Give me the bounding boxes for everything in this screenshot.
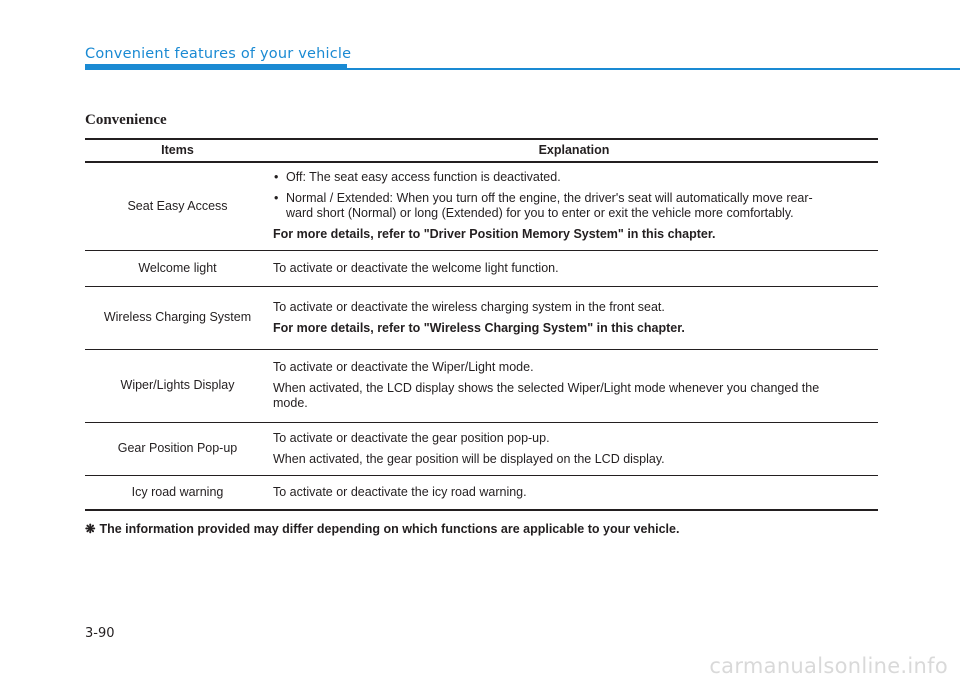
- bullet-icon: •: [274, 191, 279, 206]
- asterism-icon: ❋: [85, 522, 96, 536]
- item-cell: Wireless Charging System: [85, 286, 270, 349]
- explanation-text: To activate or deactivate the Wiper/Light mode.: [273, 360, 534, 374]
- explanation-cell: [270, 475, 878, 510]
- item-cell: Welcome light: [85, 250, 270, 286]
- item-cell: Seat Easy Access: [85, 162, 270, 250]
- column-header-explanation: Explanation: [270, 139, 878, 162]
- header-rule: [347, 68, 960, 70]
- column-header-items: Items: [85, 139, 270, 162]
- explanation-cell: [270, 349, 878, 422]
- explanation-cell: [270, 250, 878, 286]
- section-title: Convenience: [85, 112, 167, 128]
- table-header-row: [85, 139, 878, 162]
- explanation-text: To activate or deactivate the icy road warning.: [273, 484, 527, 499]
- chapter-title-underline: [85, 64, 347, 70]
- list-item: • Normal / Extended: When you turn off the engine, the driver's seat will automatically move rear- ward short (Normal) or long (Extended) for you to enter or exit the vehicle more comfortably.: [274, 191, 813, 221]
- reference-note: For more details, refer to "Wireless Charging System" in this chapter.: [273, 320, 685, 335]
- table-row: [85, 349, 878, 422]
- explanation-text: To activate or deactivate the gear position pop-up.: [273, 430, 550, 445]
- convenience-table: [85, 138, 878, 511]
- bullet-icon: •: [274, 170, 279, 185]
- explanation-cell: [270, 422, 878, 475]
- table-row: [85, 286, 878, 349]
- footnote-text: The information provided may differ depending on which functions are applicable to your vehicle.: [99, 522, 680, 536]
- explanation-text: To activate or deactivate the wireless charging system in the front seat.: [273, 299, 665, 314]
- watermark: carmanualsonline.info: [709, 654, 948, 678]
- explanation-cell: [270, 162, 878, 250]
- explanation-text: When activated, the LCD display shows the selected Wiper/Light mode whenever you changed the mode.: [273, 381, 820, 410]
- footnote: [85, 521, 679, 536]
- table-row: [85, 475, 878, 510]
- table-row: [85, 162, 878, 250]
- table-row: [85, 422, 878, 475]
- explanation-text: When activated, the gear position will be displayed on the LCD display.: [273, 451, 665, 466]
- list-item: • Off: The seat easy access function is deactivated.: [274, 170, 561, 185]
- item-cell: Icy road warning: [85, 475, 270, 510]
- item-cell: Wiper/Lights Display: [85, 349, 270, 422]
- chapter-title: Convenient features of your vehicle: [85, 46, 352, 62]
- bullet-list: [273, 170, 877, 221]
- reference-note: For more details, refer to "Driver Position Memory System" in this chapter.: [273, 227, 716, 242]
- explanation-cell: [270, 286, 878, 349]
- table-row: [85, 250, 878, 286]
- page-number: 3-90: [85, 626, 115, 641]
- explanation-text: To activate or deactivate the welcome light function.: [273, 260, 559, 275]
- item-cell: Gear Position Pop-up: [85, 422, 270, 475]
